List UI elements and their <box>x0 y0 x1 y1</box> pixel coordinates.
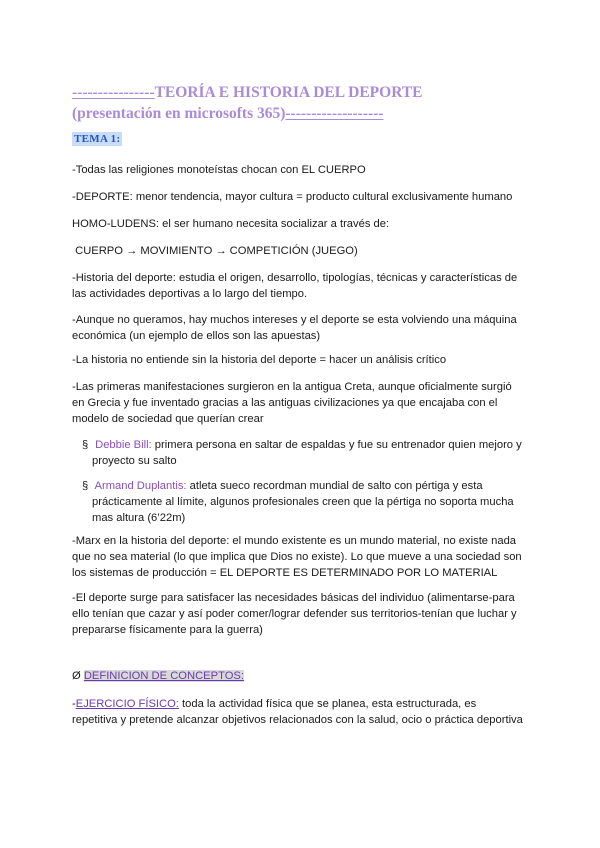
title-dashes-start: ---------------- <box>72 84 155 101</box>
title-dashes-end: ------------------- <box>285 105 384 122</box>
paragraph: -La historia no entiende sin la historia del deporte = hacer un análisis crítico <box>72 354 447 366</box>
paragraph: -Historia del deporte: estudia el origen, desarrollo, tipologías, técnicas y características de las actividades deportivas a lo largo del tiempo. <box>72 272 518 300</box>
paragraph: -Las primeras manifestaciones surgieron en la antigua Creta, aunque oficialmente surgió en Grecia y fue inventado gracias a las antiguas civilizaciones ya que encajaba con el modelo de sociedad que querían crear <box>72 381 512 425</box>
paragraph: HOMO-LUDENS: el ser humano necesita socializar a través de: <box>72 218 390 230</box>
section-sign-icon: § <box>82 439 89 451</box>
paragraph: -Todas las religiones monoteístas chocan con EL CUERPO <box>72 164 366 176</box>
title-text: TEORÍA E HISTORIA DEL DEPORTE (presentación en microsofts 365) <box>72 84 423 122</box>
document-title <box>72 82 512 124</box>
bullet-item <box>72 437 524 469</box>
paragraph: -Aunque no queramos, hay muchos intereses y el deporte se esta volviendo una máquina económica (un ejemplo de ellos son las apuestas) <box>72 314 517 342</box>
definition-term: EJERCICIO FÍSICO: <box>75 698 179 710</box>
paragraph: -DEPORTE: menor tendencia, mayor cultura = producto cultural exclusivamente humano <box>72 191 513 203</box>
bullet-name: Armand Duplantis: <box>94 480 187 492</box>
definition-text: toda la actividad física que se planea, esta estructurada, es repetitiva y pretende alcanzar objetivos relacionados con la salud, ocio o práctica deportiva <box>72 698 523 726</box>
paragraph: CUERPO → MOVIMIENTO → COMPETICIÓN (JUEGO) <box>72 245 358 257</box>
bullet-item <box>72 478 524 526</box>
section-heading-text: DEFINICION DE CONCEPTOS: <box>83 670 244 682</box>
bullet-name: Debbie Bill: <box>95 439 152 451</box>
bullet-text: primera persona en saltar de espaldas y fue su entrenador quien mejoro y proyecto su salto <box>92 439 522 467</box>
section-sign-icon: § <box>82 480 89 492</box>
paragraph: -Marx en la historia del deporte: el mundo existente es un mundo material, no existe nada que no sea material (lo que implica que Dios no existe). Lo que mueve a una sociedad son los sistemas de producción = EL DEPORTE ES DETERMINADO POR LO MATERIAL <box>72 535 522 579</box>
empty-set-icon: Ø <box>72 670 81 682</box>
tema-heading: TEMA 1: <box>74 133 121 145</box>
section-heading <box>72 668 244 684</box>
paragraph: -El deporte surge para satisfacer las necesidades básicas del individuo (alimentarse-para ello tenían que cazar y así poder comer/lograr defender sus territorios-tenían que luchar y prepararse físicamente para la guerra) <box>72 592 517 636</box>
bullet-text: atleta sueco recordman mundial de salto con pértiga y esta prácticamente al límite, algunos profesionales creen que la pértiga no soporta mucha mas altura (6’22m) <box>92 480 514 524</box>
definition-paragraph <box>72 696 524 728</box>
definition-prefix: - <box>72 698 76 710</box>
